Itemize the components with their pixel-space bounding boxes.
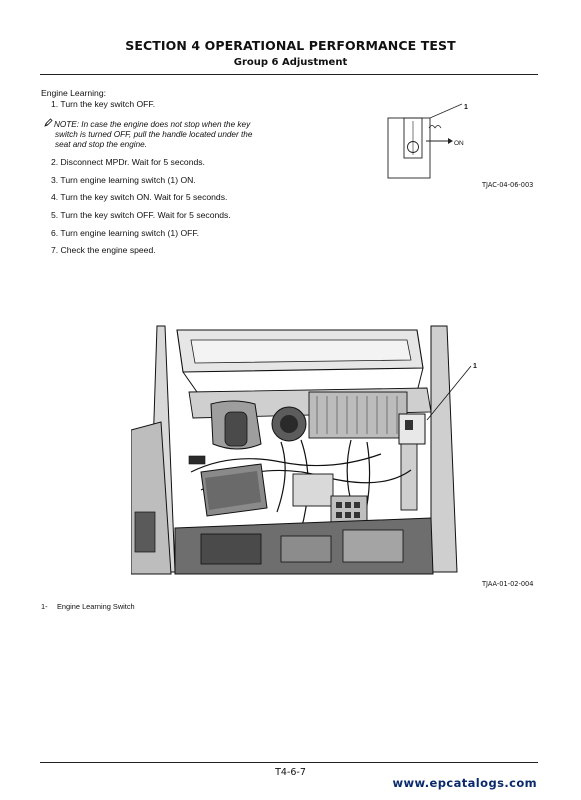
switch-diagram	[386, 100, 476, 180]
note-line-3: seat and stop the engine.	[55, 140, 147, 149]
legend-item	[41, 602, 135, 611]
step-1: 1. Turn the key switch OFF.	[51, 99, 156, 109]
step-4: 4. Turn the key switch ON. Wait for 5 seconds.	[51, 192, 228, 202]
footer-divider	[40, 762, 538, 763]
note-line-1: NOTE: In case the engine does not stop when the key	[54, 120, 251, 129]
photo-callout-1: 1	[473, 363, 477, 370]
step-5: 5. Turn the key switch OFF. Wait for 5 seconds.	[51, 210, 231, 220]
diagram-figure-code: TJAC-04-06-003	[482, 181, 534, 189]
page-number: T4-6-7	[275, 767, 306, 778]
legend-label: Engine Learning Switch	[57, 602, 135, 611]
engine-bay-photo	[131, 322, 483, 575]
step-6: 6. Turn engine learning switch (1) OFF.	[51, 228, 200, 238]
group-title: Group 6 Adjustment	[233, 57, 348, 68]
header-divider	[40, 74, 538, 75]
step-2: 2. Disconnect MPDr. Wait for 5 seconds.	[51, 157, 205, 167]
photo-figure-code: TJAA-01-02-004	[482, 580, 534, 588]
diagram-on-label: ON	[454, 140, 464, 147]
procedure-heading: Engine Learning:	[41, 88, 106, 98]
watermark: www.epcatalogs.com	[392, 776, 537, 790]
section-title: SECTION 4 OPERATIONAL PERFORMANCE TEST	[125, 38, 456, 53]
note-block	[44, 118, 289, 150]
note-line-2: switch is turned OFF, pull the handle located under the	[55, 130, 253, 139]
step-7: 7. Check the engine speed.	[51, 245, 156, 255]
diagram-callout-1: 1	[464, 104, 468, 111]
legend-number: 1-	[41, 602, 48, 611]
pencil-icon	[44, 118, 54, 130]
step-3: 3. Turn engine learning switch (1) ON.	[51, 175, 196, 185]
